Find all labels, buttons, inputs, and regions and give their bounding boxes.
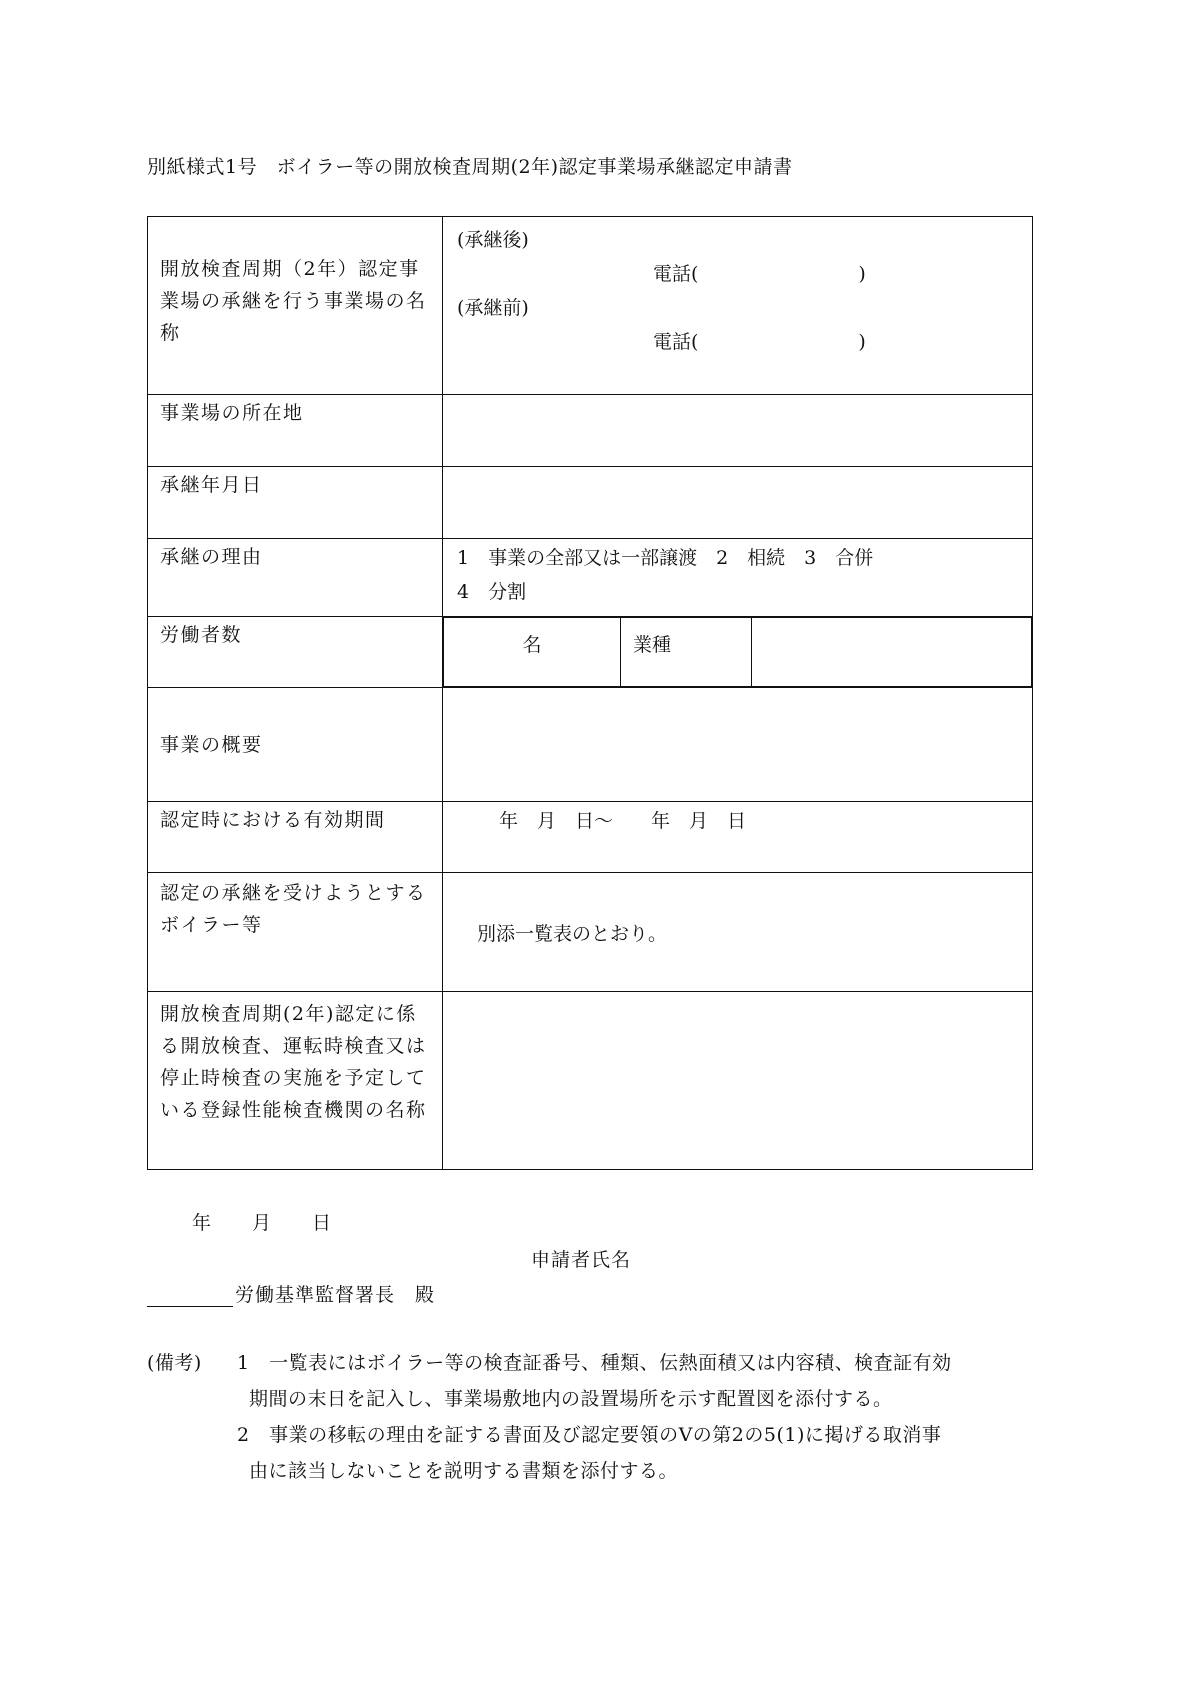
row-reason <box>148 539 1033 617</box>
label-cell <box>148 217 443 395</box>
row-location <box>148 395 1033 467</box>
phone-after: 電話( ) <box>653 263 866 285</box>
establishment-name-field[interactable] <box>443 217 1033 395</box>
succession-date-field[interactable] <box>443 467 1033 539</box>
office-name-blank[interactable] <box>147 1286 233 1307</box>
location-label: 事業場の所在地 <box>160 402 304 424</box>
note-item-1: 1 一覧表にはボイラー等の検査証番号、種類、伝熱面積又は内容積、検査証有効 期間の末日を記入し、事業場敷地内の設置場所を示す配置図を添付する。 <box>237 1352 952 1410</box>
application-date[interactable]: 年 月 日 <box>192 1212 333 1234</box>
workers-label: 労働者数 <box>160 624 243 646</box>
boilers-field[interactable] <box>443 873 1033 992</box>
applicant-name-label: 申請者氏名 <box>531 1249 632 1271</box>
before-succession-label: (承継前) <box>457 297 529 319</box>
validity-field[interactable] <box>443 802 1033 873</box>
application-table <box>147 216 1033 1170</box>
phone-before: 電話( ) <box>653 331 866 353</box>
notes-heading: (備考) <box>147 1352 202 1374</box>
form-title: 別紙様式1号 ボイラー等の開放検査周期(2年)認定事業場承継認定申請書 <box>147 156 793 178</box>
after-succession-label: (承継後) <box>457 229 529 251</box>
establishment-name-label: 開放検査周期（2年）認定事業場の承継を行う事業場の名称 <box>160 258 427 344</box>
succession-date-label: 承継年月日 <box>160 474 263 496</box>
note-item-2: 2 事業の移転の理由を証する書面及び認定要領のⅤの第2の5(1)に掲げる取消事 由に該当しないことを説明する書類を添付する。 <box>237 1424 942 1482</box>
row-validity <box>148 802 1033 873</box>
boilers-value: 別添一覧表のとおり。 <box>477 922 668 945</box>
reason-label: 承継の理由 <box>160 546 263 568</box>
boilers-label: 認定の承継を受けようとするボイラー等 <box>160 882 427 936</box>
addressee-label: 労働基準監督署長 殿 <box>235 1284 436 1306</box>
workers-cell <box>443 617 1033 688</box>
validity-value: 年 月 日～ 年 月 日 <box>499 810 747 832</box>
row-workers <box>148 617 1033 688</box>
worker-unit: 名 <box>522 634 542 656</box>
row-inspection-agency <box>148 992 1033 1170</box>
agency-field[interactable] <box>443 992 1033 1170</box>
validity-label: 認定時における有効期間 <box>160 809 386 831</box>
location-field[interactable] <box>443 395 1033 467</box>
addressee <box>147 1280 435 1307</box>
reason-options-line2: 4 分割 <box>457 581 527 603</box>
overview-field[interactable] <box>443 688 1033 802</box>
row-overview <box>148 688 1033 802</box>
worker-count-field[interactable] <box>444 618 621 687</box>
industry-field[interactable] <box>752 618 1032 687</box>
row-establishment-name <box>148 217 1033 395</box>
industry-label: 業種 <box>621 618 752 687</box>
overview-label: 事業の概要 <box>160 733 263 756</box>
agency-label: 開放検査周期(2年)認定に係る開放検査、運転時検査又は停止時検査の実施を予定している登録性能検査機関の名称 <box>160 1003 427 1121</box>
reason-field[interactable] <box>443 539 1033 617</box>
row-succession-date <box>148 467 1033 539</box>
reason-options-line1: 1 事業の全部又は一部譲渡 2 相続 3 合併 <box>457 547 874 569</box>
row-boilers <box>148 873 1033 992</box>
